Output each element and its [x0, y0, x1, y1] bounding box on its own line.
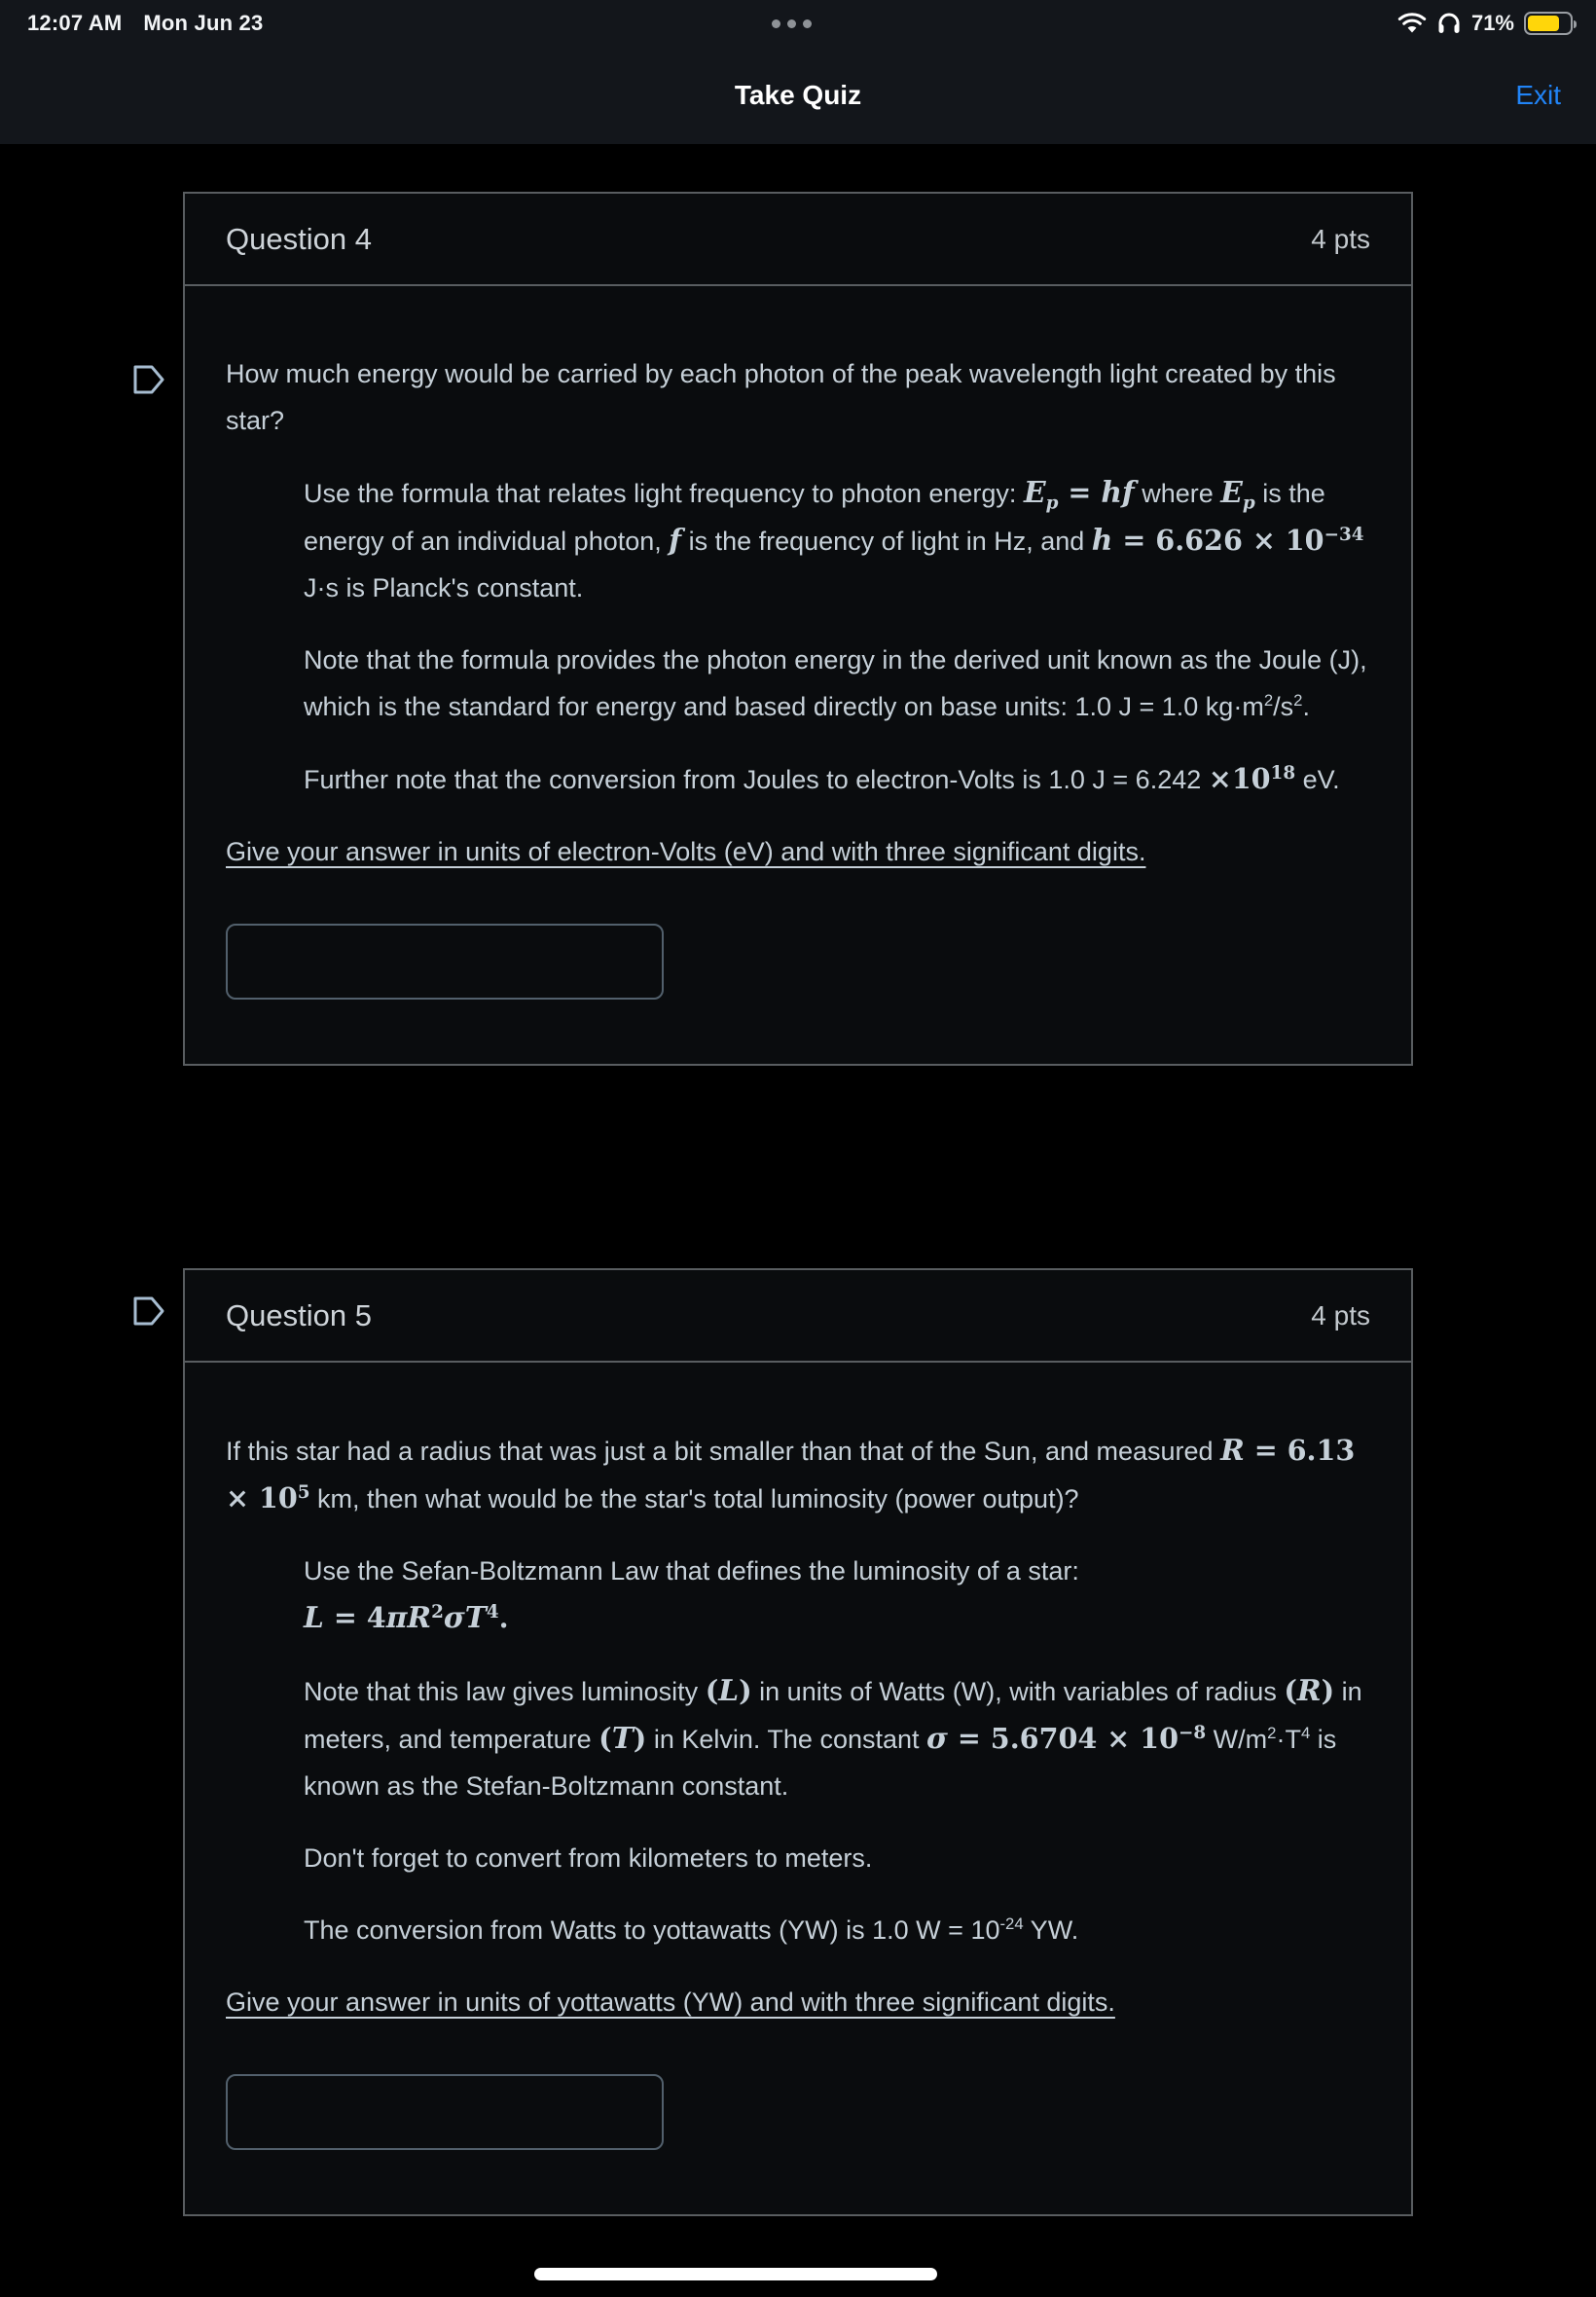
question-paragraph: Further note that the conversion from Joules to electron-Volts is 1.0 $J = 6.242 \times 10^{18}$ eV. [304, 762, 1340, 795]
top-header [0, 0, 1596, 144]
bookmark-flag-icon[interactable] [129, 1292, 168, 1331]
question-points: 4 pts [1311, 223, 1370, 254]
answer-input[interactable] [226, 924, 664, 1000]
question-paragraph: If this star had a radius that was just a bit smaller than that of the Sun, and measured $R = 6.13 \times 10^5$ km, then what would be the star's total luminosity (power output)? [226, 1434, 1356, 1514]
question-paragraph: Use the formula that relates light frequency to photon energy: $E_p$ = hf where $E_p$ is the energy of an individual photon, f is the frequency of light in Hz, and $h = 6.626 \times 10^{-34}$ J·s is Planck's constant. [304, 476, 1364, 602]
question-title: Question 5 [226, 1297, 372, 1332]
question-body [185, 286, 1411, 875]
question-body [185, 1363, 1411, 2025]
question-paragraph: Don't forget to convert from kilometers to meters. [304, 1843, 873, 1873]
question-header [185, 1270, 1411, 1363]
question-paragraph: The conversion from Watts to yottawatts (YW) is 1.0 $W = 10^{-24}$ YW. [304, 1914, 1079, 1945]
multitasking-dots-icon[interactable] [772, 0, 812, 47]
bookmark-flag-icon[interactable] [129, 360, 168, 399]
status-bar [0, 0, 1596, 47]
wifi-icon [1397, 12, 1427, 35]
question-paragraph: Note that the formula provides the photon energy in the derived unit known as the Joule (J), which is the standard for energy and based directly on base units: 1.0 J = 1.0 $kg\cdot m^2/s^2$. [304, 645, 1367, 721]
question-paragraph: How much energy would be carried by each photon of the peak wavelength light created by this star? [226, 359, 1336, 435]
question-paragraph: Give your answer in units of electron-Volts (eV) and with three significant digits. [226, 837, 1146, 866]
question-title: Question 4 [226, 221, 372, 256]
clock: 12:07 AM [27, 11, 123, 35]
question-paragraph: Note that this law gives luminosity (L) in units of Watts (W), with variables of radius (R) in meters, and temperature (T) in Kelvin. The constant $\sigma = 5.6704 \times 10^{-8}$ $W/m^2\cdot T^4$ is known as the Stefan-Boltzmann constant. [304, 1674, 1362, 1801]
home-indicator[interactable] [534, 2268, 937, 2280]
nav-bar [0, 47, 1596, 144]
date: Mon Jun 23 [143, 11, 264, 35]
battery-icon [1524, 12, 1573, 35]
question-points: 4 pts [1311, 1299, 1370, 1331]
headphones-icon [1436, 11, 1462, 36]
exit-button[interactable]: Exit [1515, 80, 1561, 110]
battery-percent: 71% [1470, 11, 1514, 35]
question-card [183, 1268, 1413, 2216]
answer-input[interactable] [226, 2074, 664, 2150]
page-title: Take Quiz [734, 80, 862, 110]
question-paragraph: Use the Sefan-Boltzmann Law that defines the luminosity of a star: $L = 4\pi R^2\sigma T^4$. [304, 1556, 1079, 1635]
question-card [183, 192, 1413, 1066]
question-header [185, 194, 1411, 286]
question-paragraph: Give your answer in units of yottawatts (YW) and with three significant digits. [226, 1987, 1115, 2017]
